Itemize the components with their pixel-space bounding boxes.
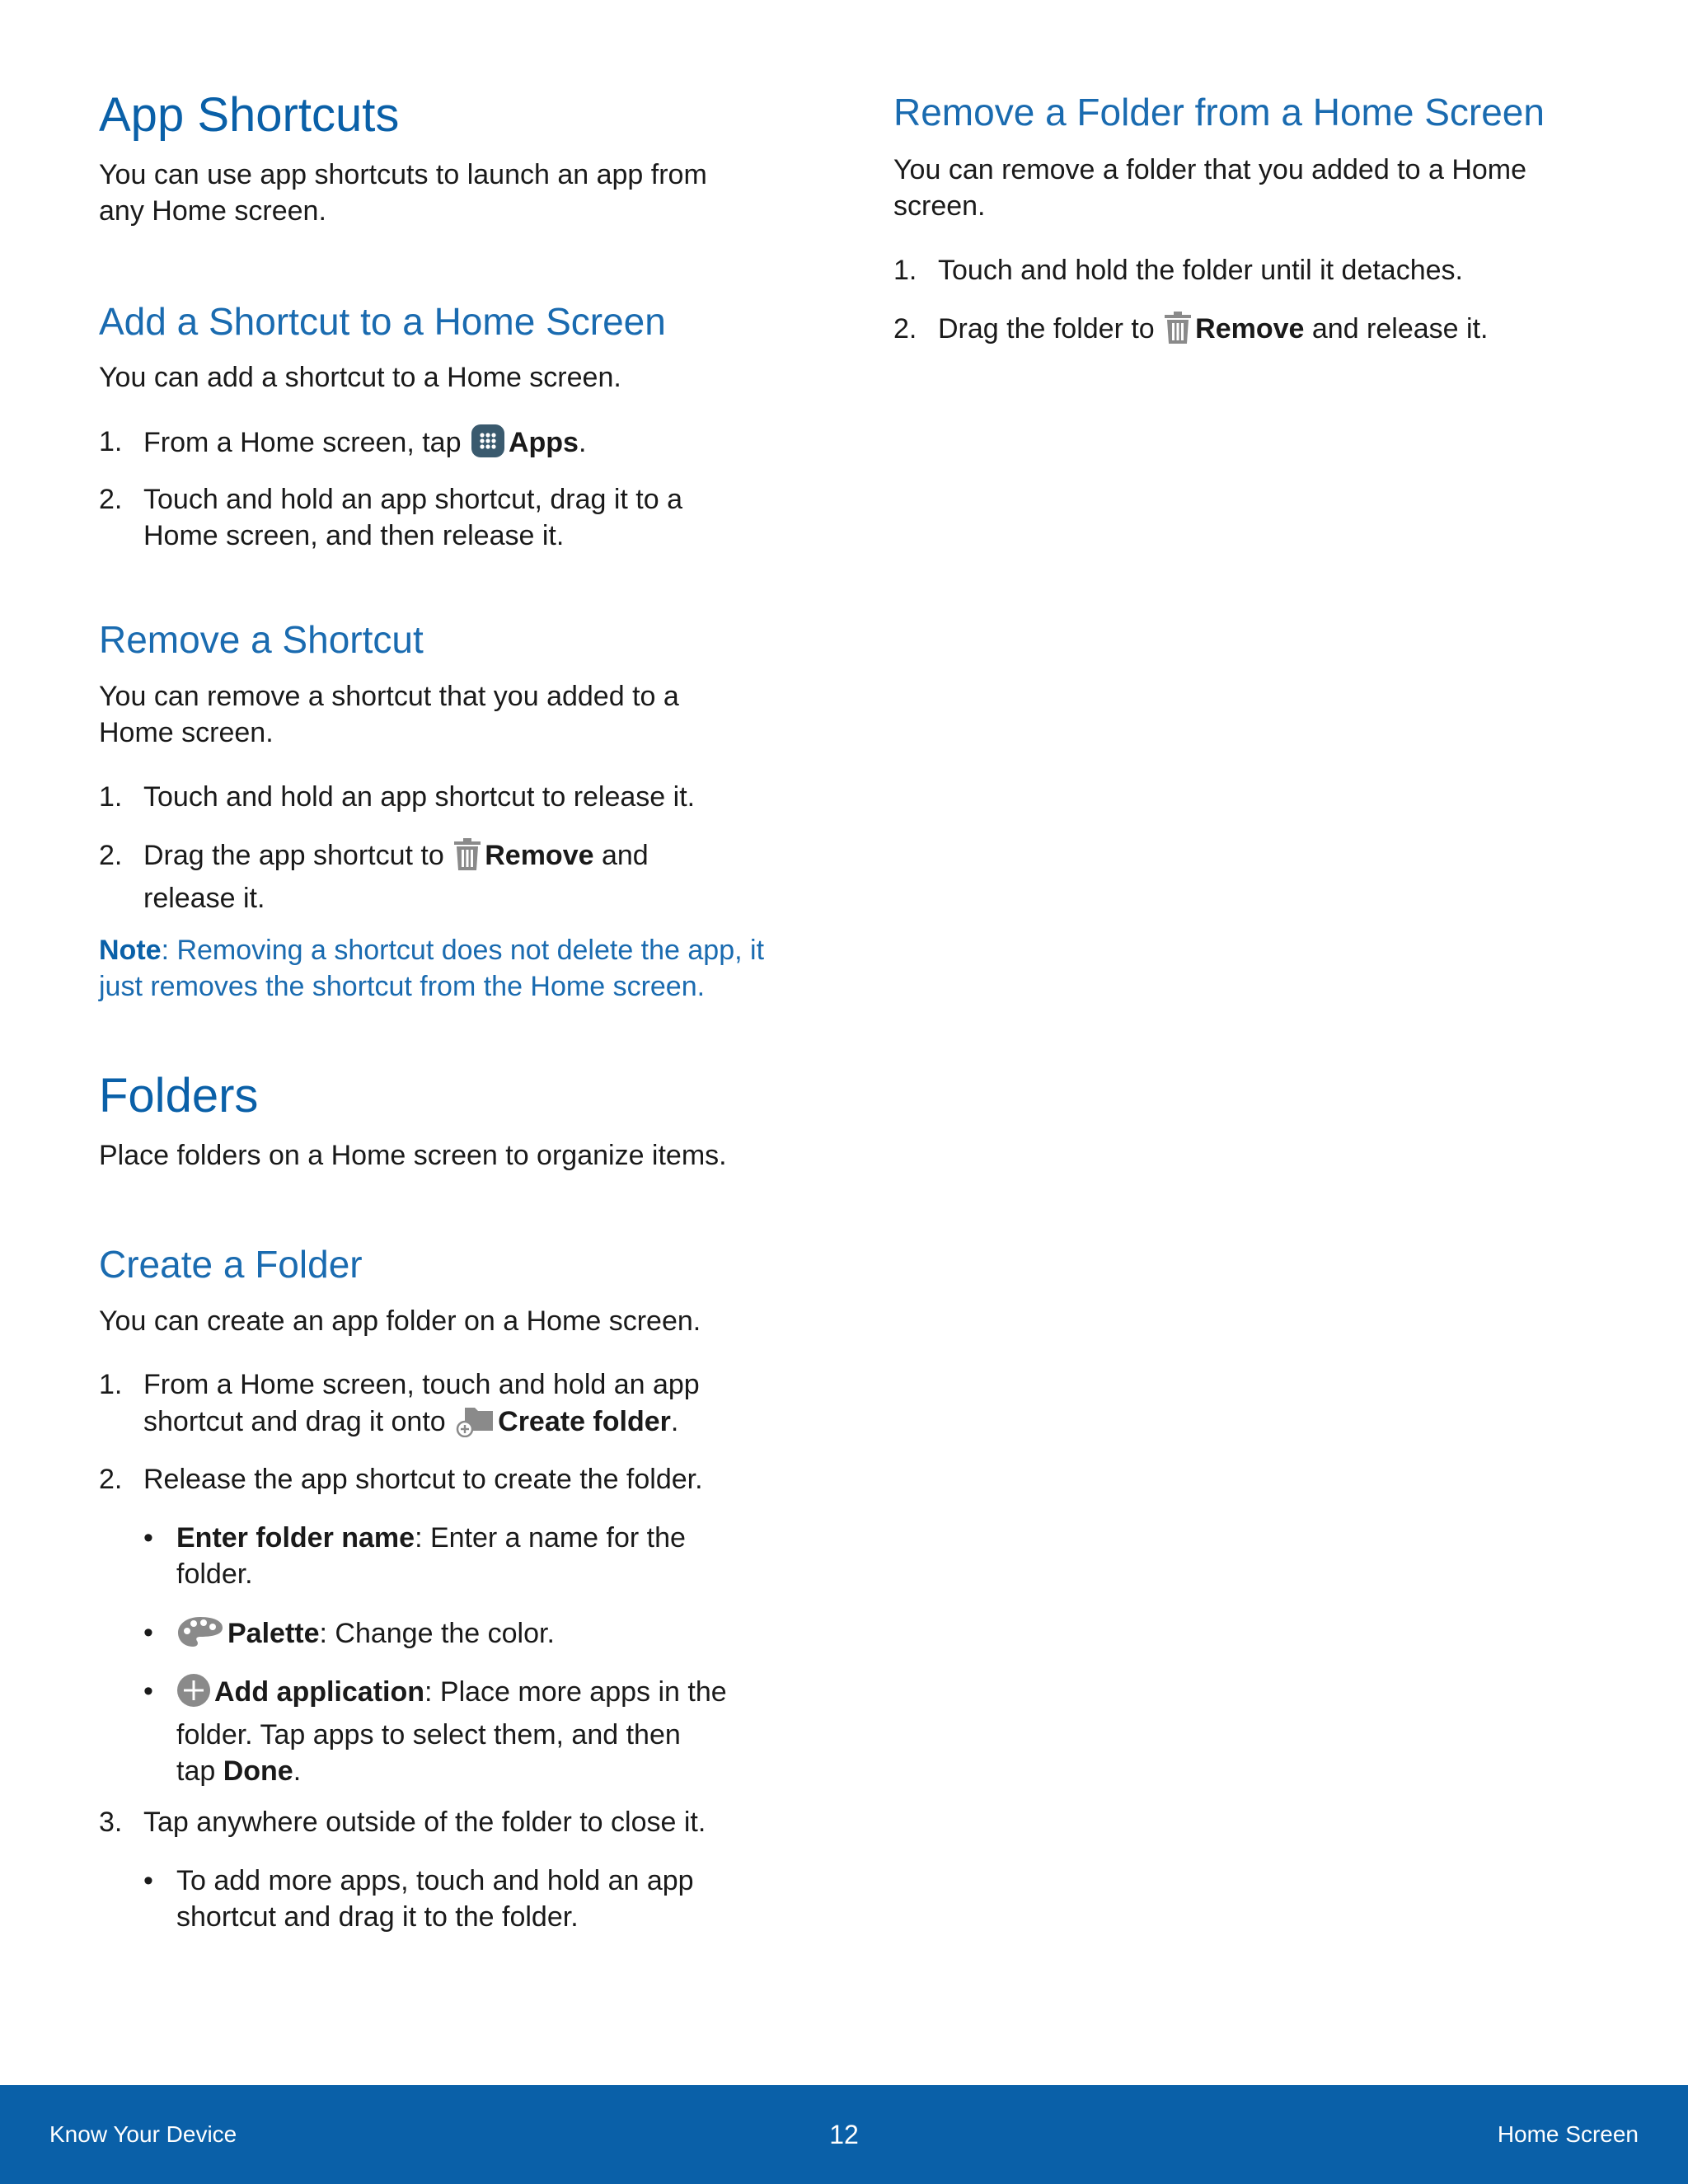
add-circle-icon <box>176 1673 211 1717</box>
note-text: just removes the shortcut from the Home screen. <box>99 971 706 1002</box>
intro-line: Home screen. <box>99 717 274 748</box>
bullet: • <box>143 1522 153 1554</box>
trash-icon <box>1164 312 1192 354</box>
remove-shortcut-step-1 <box>99 779 808 815</box>
create-folder-label: Create folder <box>498 1406 671 1437</box>
remove-shortcut-step-2 <box>99 837 808 916</box>
bullet-text <box>176 1863 808 1935</box>
step-number: 2. <box>99 840 123 871</box>
intro-line: You can use app shortcuts to launch an app from <box>99 159 707 190</box>
create-folder-step-3 <box>99 1804 808 1840</box>
step-text <box>938 311 1602 354</box>
step-number: 2. <box>893 313 917 344</box>
bullet-text-part: . <box>293 1755 302 1787</box>
step-text: Touch and hold an app shortcut to release it. <box>143 781 696 813</box>
note-label: Note <box>99 935 162 966</box>
step-text <box>143 481 808 554</box>
remove-folder-step-2 <box>893 311 1602 354</box>
intro-line: You can remove a folder that you added to a Home <box>893 154 1527 185</box>
add-shortcut-step-2 <box>99 481 808 554</box>
step-line: Home screen, and then release it. <box>143 520 565 551</box>
step-text <box>143 1366 808 1446</box>
step-text-part: . <box>670 1406 679 1437</box>
apps-label: Apps <box>508 427 579 458</box>
step-line: From a Home screen, touch and hold an app <box>143 1369 700 1400</box>
footer-section-label: Know Your Device <box>49 2121 237 2147</box>
bullet-add-application <box>143 1673 808 1789</box>
step-number: 2. <box>99 484 123 515</box>
step-line: Touch and hold an app shortcut, drag it to a <box>143 484 683 515</box>
remove-label: Remove <box>485 840 594 871</box>
step-text-part: Drag the app shortcut to <box>143 840 444 871</box>
step-text: Release the app shortcut to create the folder. <box>143 1464 703 1495</box>
create-folder-icon <box>455 1403 495 1446</box>
bullet-text <box>176 1615 808 1658</box>
bullet-line: To add more apps, touch and hold an app <box>176 1865 694 1896</box>
footer-chapter-label: Home Screen <box>1497 2121 1639 2147</box>
create-folder-step-1 <box>99 1366 808 1446</box>
intro-line: screen. <box>893 190 986 222</box>
folders-intro: Place folders on a Home screen to organize items. <box>99 1140 727 1171</box>
bullet-text-part: : Enter a name for the <box>415 1522 686 1554</box>
bullet-text-part: : Place more apps in the <box>424 1676 727 1708</box>
bullet: • <box>143 1675 153 1707</box>
step-number: 1. <box>893 255 917 286</box>
step-text-part: and <box>593 840 649 871</box>
step-text-part: Drag the folder to <box>938 313 1155 344</box>
remove-shortcut-heading: Remove a Shortcut <box>99 618 424 661</box>
palette-icon <box>176 1615 224 1658</box>
bullet-bold: Enter folder name <box>176 1522 415 1554</box>
intro-line: any Home screen. <box>99 195 326 227</box>
step-text <box>143 837 808 916</box>
step-number: 1. <box>99 1369 123 1400</box>
bullet-bold: Add application <box>214 1676 424 1708</box>
create-folder-heading: Create a Folder <box>99 1243 363 1286</box>
create-folder-intro: You can create an app folder on a Home screen. <box>99 1305 701 1337</box>
bullet-text-part: tap <box>176 1755 223 1787</box>
step-text: Touch and hold the folder until it detaches. <box>938 255 1463 286</box>
step-text: Tap anywhere outside of the folder to close it. <box>143 1807 706 1838</box>
app-shortcuts-intro <box>99 157 808 229</box>
bullet-add-more-apps <box>143 1863 808 1935</box>
step-line: release it. <box>143 883 265 914</box>
step-number: 1. <box>99 781 123 813</box>
bullet-text-part: : Change the color. <box>319 1618 555 1649</box>
remove-label: Remove <box>1195 313 1305 344</box>
note-text: : Removing a shortcut does not delete the app, it <box>161 935 765 966</box>
step-number: 1. <box>99 426 123 457</box>
bullet-palette <box>143 1615 808 1658</box>
apps-grid-icon <box>471 424 505 467</box>
remove-shortcut-intro <box>99 678 808 751</box>
bullet-enter-folder-name <box>143 1520 808 1592</box>
page-footer <box>0 2085 1688 2184</box>
create-folder-step-2 <box>99 1461 808 1497</box>
step-number: 3. <box>99 1807 123 1838</box>
page-number: 12 <box>829 2120 859 2149</box>
folders-heading: Folders <box>99 1069 259 1122</box>
trash-icon <box>453 838 481 880</box>
add-shortcut-heading: Add a Shortcut to a Home Screen <box>99 300 666 343</box>
step-text-part: . <box>578 427 587 458</box>
remove-folder-heading: Remove a Folder from a Home Screen <box>893 91 1545 134</box>
bullet: • <box>143 1865 153 1896</box>
bullet-line: shortcut and drag it to the folder. <box>176 1901 579 1933</box>
bullet: • <box>143 1617 153 1648</box>
step-text-part: shortcut and drag it onto <box>143 1406 446 1437</box>
bullet-line: folder. Tap apps to select them, and then <box>176 1719 681 1750</box>
remove-folder-intro <box>893 152 1602 224</box>
bullet-line: folder. <box>176 1558 253 1590</box>
step-text-part: From a Home screen, tap <box>143 427 462 458</box>
step-number: 2. <box>99 1464 123 1495</box>
add-shortcut-step-1 <box>99 424 808 467</box>
bullet-text <box>176 1673 808 1789</box>
step-text-part: and release it. <box>1304 313 1489 344</box>
step-text <box>143 424 808 467</box>
add-shortcut-intro: You can add a shortcut to a Home screen. <box>99 362 621 393</box>
note <box>99 932 808 1005</box>
done-label: Done <box>223 1755 293 1787</box>
remove-folder-step-1 <box>893 252 1602 288</box>
app-shortcuts-heading: App Shortcuts <box>99 88 400 142</box>
bullet-text <box>176 1520 808 1592</box>
bullet-bold: Palette <box>227 1618 320 1649</box>
intro-line: You can remove a shortcut that you added to a <box>99 681 679 712</box>
